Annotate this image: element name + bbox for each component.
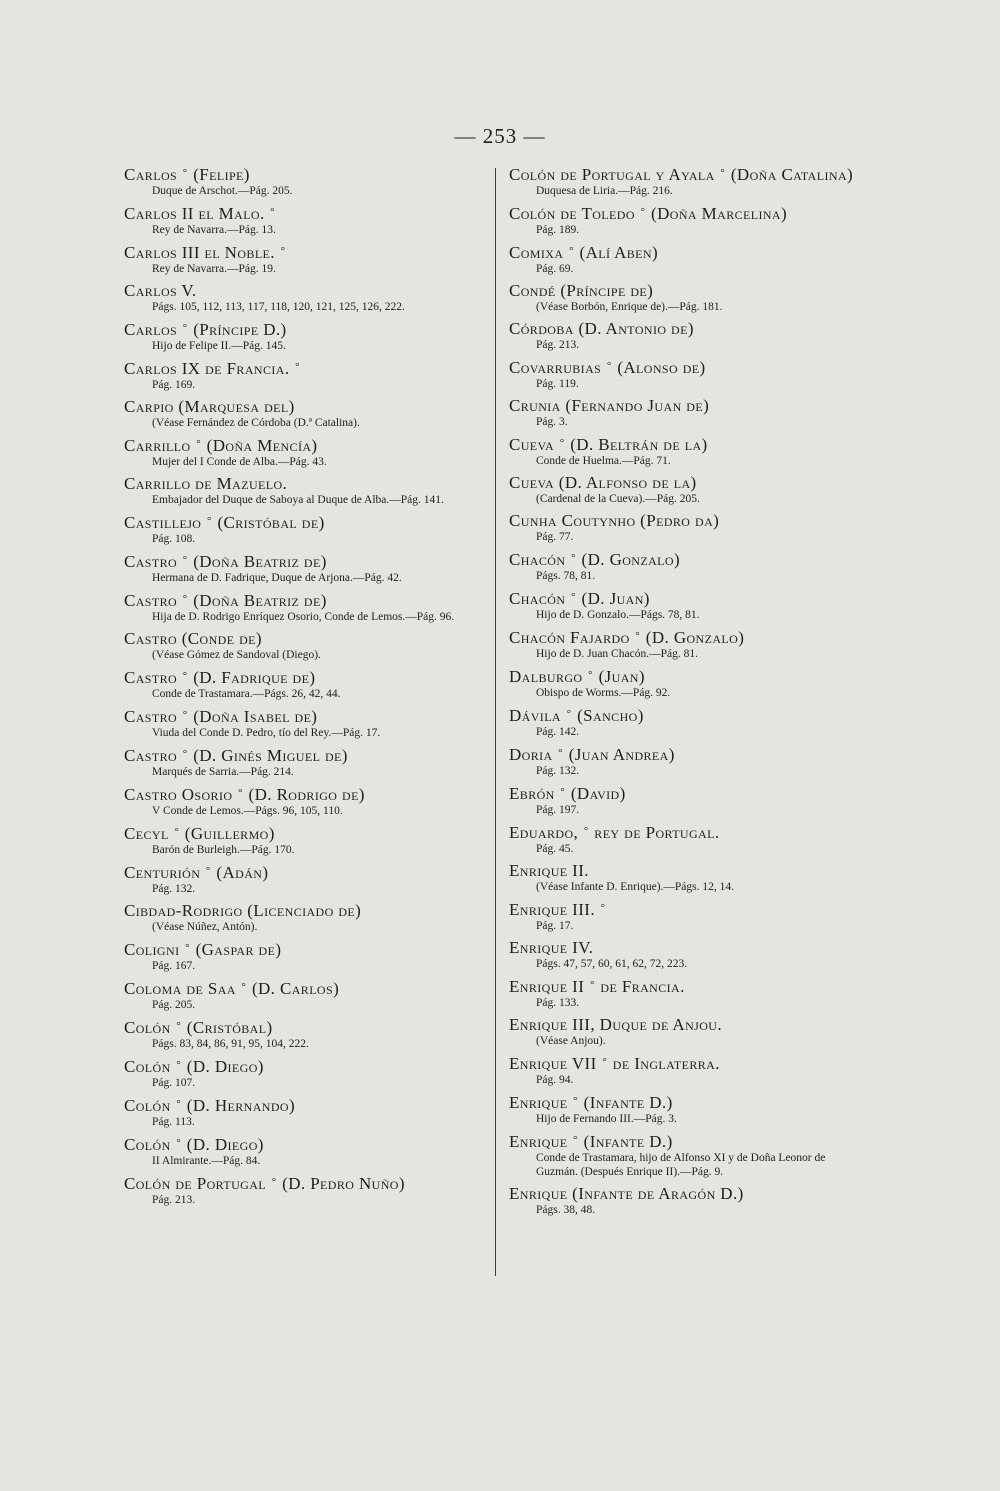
entry-note: Pág. 132. xyxy=(536,765,580,777)
index-entry xyxy=(509,899,869,933)
entry-note: Rey de Navarra.—Pág. 19. xyxy=(152,263,276,275)
degree-mark: ° xyxy=(558,747,564,759)
index-entry xyxy=(124,629,484,662)
entry-heading: Colón ° (D. Diego) xyxy=(124,1057,264,1076)
index-entry xyxy=(509,1092,869,1126)
degree-mark: ° xyxy=(238,787,243,799)
degree-mark: ° xyxy=(573,1134,578,1146)
index-entry xyxy=(509,1053,869,1087)
entry-heading: Carlos V. xyxy=(124,281,197,300)
index-entry xyxy=(509,1131,869,1179)
degree-mark: ° xyxy=(295,361,300,373)
index-entry xyxy=(509,549,869,583)
degree-mark: ° xyxy=(589,979,595,991)
index-entry xyxy=(124,474,484,507)
entry-heading: Colón ° (Cristóbal) xyxy=(124,1018,273,1037)
entry-note: Pág. 107. xyxy=(152,1077,196,1089)
index-entry xyxy=(124,706,484,740)
entry-note: Pág. 205. xyxy=(152,999,196,1011)
entry-note: Pág. 132. xyxy=(152,883,196,895)
index-entry xyxy=(509,627,869,661)
column-divider xyxy=(495,168,496,1276)
index-entry xyxy=(124,978,484,1012)
entry-heading: Enrique ° (Infante D.) xyxy=(509,1093,673,1112)
entry-heading: Enrique III, Duque de Anjou. xyxy=(509,1015,723,1034)
entry-heading: Cecyl ° (Guillermo) xyxy=(124,824,275,843)
index-entry xyxy=(509,744,869,778)
entry-note: Pág. 45. xyxy=(536,843,574,855)
entry-note: Pág. 17. xyxy=(536,920,574,932)
degree-mark: ° xyxy=(182,322,188,334)
entry-heading: Colón ° (D. Hernando) xyxy=(124,1096,296,1115)
index-entry xyxy=(124,551,484,585)
entry-heading: Carrillo ° (Doña Mencía) xyxy=(124,436,318,455)
index-entry xyxy=(509,976,869,1010)
index-column-right xyxy=(509,164,869,1222)
degree-mark: ° xyxy=(270,206,276,218)
index-entry xyxy=(509,861,869,894)
degree-mark: ° xyxy=(182,670,188,682)
index-entry xyxy=(509,705,869,739)
index-entry xyxy=(509,588,869,622)
degree-mark: ° xyxy=(640,206,646,218)
degree-mark: ° xyxy=(174,826,180,838)
degree-mark: ° xyxy=(571,552,576,564)
entry-heading: Cibdad-Rodrigo (Licenciado de) xyxy=(124,901,362,920)
entry-note: Pág. 77. xyxy=(536,531,574,543)
entry-heading: Colón ° (D. Diego) xyxy=(124,1135,264,1154)
index-entry xyxy=(509,357,869,391)
entry-heading: Colón de Toledo ° (Doña Marcelina) xyxy=(509,204,788,223)
entry-note: (Véase Anjou). xyxy=(536,1035,606,1047)
index-entry xyxy=(124,164,484,198)
index-entry xyxy=(509,434,869,468)
entry-heading: Castro ° (Doña Beatriz de) xyxy=(124,591,327,610)
index-entry xyxy=(124,901,484,934)
index-entry xyxy=(509,666,869,700)
degree-mark: ° xyxy=(566,708,572,720)
degree-mark: ° xyxy=(176,1098,182,1110)
entry-note: Conde de Trastamara, hijo de Alfonso XI y de Doña Leonor de Guzmán. (Después Enrique II).—Pág. 9. xyxy=(536,1152,826,1178)
entry-note: Pág. 167. xyxy=(152,960,196,972)
entry-heading: Enrique II ° de Francia. xyxy=(509,977,685,996)
degree-mark: ° xyxy=(182,709,188,721)
degree-mark: ° xyxy=(559,437,565,449)
entry-heading: Colón de Portugal y Ayala ° (Doña Catalina) xyxy=(509,165,854,184)
entry-note: (Véase Fernández de Córdoba (D.ª Catalina). xyxy=(152,417,360,429)
degree-mark: ° xyxy=(635,630,641,642)
index-entry xyxy=(509,938,869,971)
degree-mark: ° xyxy=(182,593,188,605)
index-entry xyxy=(509,319,869,352)
entry-note: Pág. 169. xyxy=(152,379,196,391)
entry-heading: Enrique IV. xyxy=(509,938,594,957)
index-entry xyxy=(509,242,869,276)
entry-note: Págs. 83, 84, 86, 91, 95, 104, 222. xyxy=(152,1038,309,1050)
entry-note: (Cardenal de la Cueva).—Pág. 205. xyxy=(536,493,700,505)
entry-note: Pág. 119. xyxy=(536,378,579,390)
entry-note: Pág. 113. xyxy=(152,1116,195,1128)
entry-note: Págs. 38, 48. xyxy=(536,1204,596,1216)
entry-note: Hija de D. Rodrigo Enríquez Osorio, Conde de Lemos.—Pág. 96. xyxy=(152,611,455,623)
index-column-left xyxy=(124,164,484,1212)
entry-heading: Dalburgo ° (Juan) xyxy=(509,667,645,686)
index-entry xyxy=(124,1095,484,1129)
entry-heading: Carpio (Marquesa del) xyxy=(124,397,295,416)
entry-note: Conde de Huelma.—Pág. 71. xyxy=(536,455,671,467)
degree-mark: ° xyxy=(280,245,286,257)
entry-heading: Enrique VII ° de Inglaterra. xyxy=(509,1054,720,1073)
degree-mark: ° xyxy=(182,748,188,760)
entry-heading: Carlos IX de Francia. ° xyxy=(124,359,300,378)
index-entry xyxy=(509,1184,869,1217)
entry-heading: Crunia (Fernando Juan de) xyxy=(509,396,710,415)
index-entry xyxy=(509,1015,869,1048)
index-entry xyxy=(124,1134,484,1168)
page-number: — 253 — xyxy=(454,124,546,148)
entry-heading: Carlos ° (Felipe) xyxy=(124,165,250,184)
index-entry xyxy=(509,473,869,506)
entry-note: Hijo de Fernando III.—Pág. 3. xyxy=(536,1113,677,1125)
degree-mark: ° xyxy=(241,981,247,993)
entry-heading: Comixa ° (Alí Aben) xyxy=(509,243,659,262)
entry-heading: Enrique III. ° xyxy=(509,900,606,919)
entry-note: Hermana de D. Fadrique, Duque de Arjona.—Pág. 42. xyxy=(152,572,402,584)
degree-mark: ° xyxy=(571,591,576,603)
entry-note: Pág. 108. xyxy=(152,533,196,545)
entry-heading: Castro (Conde de) xyxy=(124,629,262,648)
entry-heading: Castro ° (D. Fadrique de) xyxy=(124,668,316,687)
degree-mark: ° xyxy=(206,515,212,527)
entry-note: Pág. 197. xyxy=(536,804,580,816)
entry-heading: Carlos ° (Príncipe D.) xyxy=(124,320,287,339)
entry-note: Pág. 3. xyxy=(536,416,568,428)
index-entry xyxy=(124,242,484,276)
degree-mark: ° xyxy=(176,1059,182,1071)
index-entry xyxy=(509,164,869,198)
entry-heading: Carlos III el Noble. ° xyxy=(124,243,286,262)
entry-note: Marqués de Sarria.—Pág. 214. xyxy=(152,766,294,778)
entry-note: Pág. 94. xyxy=(536,1074,574,1086)
entry-heading: Cueva ° (D. Beltrán de la) xyxy=(509,435,708,454)
degree-mark: ° xyxy=(182,554,188,566)
entry-note: Barón de Burleigh.—Pág. 170. xyxy=(152,844,295,856)
entry-note: Pág. 189. xyxy=(536,224,580,236)
entry-note: Conde de Trastamara.—Págs. 26, 42, 44. xyxy=(152,688,341,700)
entry-heading: Cueva (D. Alfonso de la) xyxy=(509,473,697,492)
entry-note: II Almirante.—Pág. 84. xyxy=(152,1155,261,1167)
entry-heading: Coligni ° (Gaspar de) xyxy=(124,940,282,959)
degree-mark: ° xyxy=(560,786,566,798)
index-entry xyxy=(124,397,484,430)
entry-heading: Condé (Príncipe de) xyxy=(509,281,654,300)
index-entry xyxy=(509,822,869,856)
index-entry xyxy=(124,512,484,546)
entry-heading: Dávila ° (Sancho) xyxy=(509,706,644,725)
entry-note: Hijo de Felipe II.—Pág. 145. xyxy=(152,340,286,352)
index-entry xyxy=(124,862,484,896)
entry-heading: Chacón Fajardo ° (D. Gonzalo) xyxy=(509,628,745,647)
entry-note: (Véase Infante D. Enrique).—Págs. 12, 14. xyxy=(536,881,734,893)
index-entry xyxy=(124,745,484,779)
degree-mark: ° xyxy=(569,245,574,257)
degree-mark: ° xyxy=(600,902,606,914)
index-entry xyxy=(124,939,484,973)
entry-heading: Castro Osorio ° (D. Rodrigo de) xyxy=(124,785,365,804)
entry-note: (Véase Gómez de Sandoval (Diego). xyxy=(152,649,321,661)
index-entry xyxy=(509,203,869,237)
index-entry xyxy=(124,203,484,237)
entry-heading: Cunha Coutynho (Pedro da) xyxy=(509,511,720,530)
degree-mark: ° xyxy=(271,1176,277,1188)
entry-heading: Ebrón ° (David) xyxy=(509,784,626,803)
index-entry xyxy=(509,281,869,314)
index-entry xyxy=(124,784,484,818)
degree-mark: ° xyxy=(182,167,188,179)
entry-note: Mujer del I Conde de Alba.—Pág. 43. xyxy=(152,456,327,468)
entry-heading: Chacón ° (D. Juan) xyxy=(509,589,650,608)
entry-note: Págs. 105, 112, 113, 117, 118, 120, 121, 125, 126, 222. xyxy=(152,301,405,313)
entry-heading: Coloma de Saa ° (D. Carlos) xyxy=(124,979,340,998)
degree-mark: ° xyxy=(176,1020,182,1032)
degree-mark: ° xyxy=(588,669,593,681)
entry-note: (Véase Núñez, Antón). xyxy=(152,921,258,933)
entry-note: Duque de Arschot.—Pág. 205. xyxy=(152,185,293,197)
entry-heading: Castro ° (D. Ginés Miguel de) xyxy=(124,746,348,765)
degree-mark: ° xyxy=(602,1056,608,1068)
entry-note: Pág. 69. xyxy=(536,263,574,275)
entry-note: Págs. 78, 81. xyxy=(536,570,596,582)
entry-note: Viuda del Conde D. Pedro, tío del Rey.—Pág. 17. xyxy=(152,727,381,739)
entry-heading: Centurión ° (Adán) xyxy=(124,863,269,882)
index-entry xyxy=(124,281,484,314)
entry-note: Hijo de D. Juan Chacón.—Pág. 81. xyxy=(536,648,698,660)
degree-mark: ° xyxy=(176,1137,182,1149)
entry-heading: Covarrubias ° (Alonso de) xyxy=(509,358,706,377)
index-entry xyxy=(509,511,869,544)
entry-heading: Enrique II. xyxy=(509,861,589,880)
index-entry xyxy=(124,823,484,857)
entry-note: Pág. 142. xyxy=(536,726,580,738)
degree-mark: ° xyxy=(185,942,190,954)
entry-heading: Eduardo, ° rey de Portugal. xyxy=(509,823,720,842)
degree-mark: ° xyxy=(196,438,201,450)
index-entry xyxy=(509,783,869,817)
degree-mark: ° xyxy=(573,1095,578,1107)
entry-note: Embajador del Duque de Saboya al Duque de Alba.—Pág. 141. xyxy=(152,494,444,506)
entry-heading: Enrique ° (Infante D.) xyxy=(509,1132,673,1151)
entry-note: Págs. 47, 57, 60, 61, 62, 72, 223. xyxy=(536,958,688,970)
entry-heading: Chacón ° (D. Gonzalo) xyxy=(509,550,681,569)
entry-heading: Castro ° (Doña Beatriz de) xyxy=(124,552,327,571)
index-entry xyxy=(509,396,869,429)
entry-heading: Colón de Portugal ° (D. Pedro Nuño) xyxy=(124,1174,405,1193)
entry-heading: Carrillo de Mazuelo. xyxy=(124,474,288,493)
index-entry xyxy=(124,435,484,469)
entry-note: Rey de Navarra.—Pág. 13. xyxy=(152,224,276,236)
entry-note: Pág. 213. xyxy=(152,1194,196,1206)
entry-heading: Carlos II el Malo. ° xyxy=(124,204,276,223)
degree-mark: ° xyxy=(720,167,726,179)
entry-note: Pág. 213. xyxy=(536,339,580,351)
index-entry xyxy=(124,590,484,624)
entry-note: V Conde de Lemos.—Págs. 96, 105, 110. xyxy=(152,805,343,817)
entry-heading: Córdoba (D. Antonio de) xyxy=(509,319,694,338)
entry-heading: Doria ° (Juan Andrea) xyxy=(509,745,675,764)
entry-note: Pág. 133. xyxy=(536,997,580,1009)
entry-heading: Enrique (Infante de Aragón D.) xyxy=(509,1184,744,1203)
entry-heading: Castro ° (Doña Isabel de) xyxy=(124,707,318,726)
degree-mark: ° xyxy=(606,360,612,372)
index-entry xyxy=(124,1017,484,1051)
entry-heading: Castillejo ° (Cristóbal de) xyxy=(124,513,325,532)
entry-note: (Véase Borbón, Enrique de).—Pág. 181. xyxy=(536,301,723,313)
entry-note: Duquesa de Liria.—Pág. 216. xyxy=(536,185,673,197)
index-entry xyxy=(124,1173,484,1207)
index-entry xyxy=(124,1056,484,1090)
index-entry xyxy=(124,667,484,701)
index-entry xyxy=(124,358,484,392)
entry-note: Hijo de D. Gonzalo.—Págs. 78, 81. xyxy=(536,609,700,621)
degree-mark: ° xyxy=(583,825,589,837)
entry-note: Obispo de Worms.—Pág. 92. xyxy=(536,687,671,699)
degree-mark: ° xyxy=(205,865,211,877)
index-entry xyxy=(124,319,484,353)
